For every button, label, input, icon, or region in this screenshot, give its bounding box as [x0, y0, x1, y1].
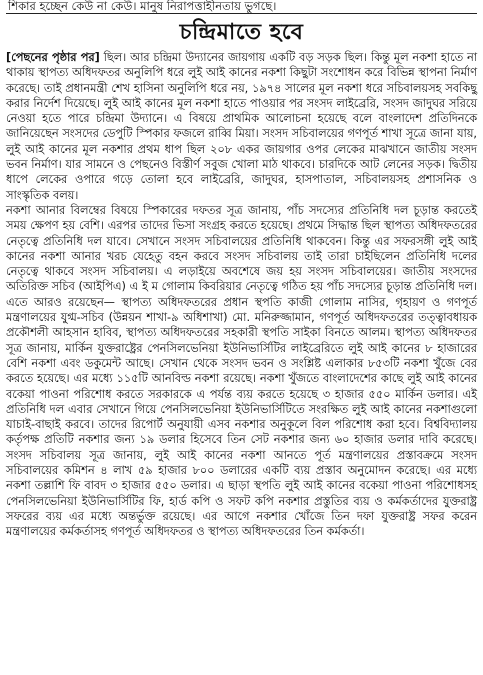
article-headline: চন্দ্রিমাতে হবে	[179, 20, 304, 45]
article-paragraph-1	[6, 50, 477, 203]
article-paragraph-2: নকশা আনার বিলম্বের বিষয়ে স্পিকারের দফতর সূত্র জানায়, পাঁচ সদস্যের প্রতিনিধি দল চূড়ান্ত করতেই সময় ক্ষেপণ হয় বেশি। এরপর তাদের ভিসা সংগ্রহ করতে হয়েছে। প্রথমে সিদ্ধান্ত ছিল স্থাপত্য অধিদফতরের নেতৃত্বে প্রতিনিধি দল যাবে। সেখানে সংসদ সচিবালয়ের প্রতিনিধি থাকবেন। কিন্তু এর সফরসঙ্গী লুই আই কানের নকশা আনার খরচ যেহেতু বহন করবে সংসদ সচিবালয় তাই তারা চাইছিলেন প্রতিনিধি দলের নেতৃত্বে থাকবে সংসদ সচিবালয়। এ লড়াইয়ে অবশেষে জয় হয় সংসদ সচিবালয়ের। জাতীয় সংসদের অতিরিক্ত সচিব (আইপিএ) এ ই ম গোলাম কিবরিয়ার নেতৃত্বে গঠিত হয় পাঁচ সদস্যের চূড়ান্ত প্রতিনিধি দল। এতে আরও রয়েছেন— স্থাপত্য অধিদফতরের প্রধান স্থপতি কাজী গোলাম নাসির, গৃহায়ণ ও গণপূর্ত মন্ত্রণালয়ের যুগ্ম-সচিব (উন্নয়ন শাখা-৯ অধিশাখা) মো. মনিরুজ্জামান, গণপূর্ত অধিদফতরের তত্ত্বাবধায়ক প্রকৌশলী আহসান হাবিব, স্থাপত্য অধিদফতরের সহকারী স্থপতি সাইকা বিনতে আলম। স্থাপত্য অধিদফতর সূত্র জানায়, মার্কিন যুক্তরাষ্ট্রের পেনসিলভেনিয়া ইউনিভার্সিটির লাইব্রেরিতে লুই আই কানের ৮ হাজারের বেশি নকশা এবং ডকুমেন্ট আছে। সেখান থেকে সংসদ ভবন ও সংশ্লিষ্ট এলাকার ৮৫৩টি নকশা খুঁজে বের করতে হয়েছে। এর মধ্যে ১১৫টি আনবিল্ড নকশা রয়েছে। নকশা খুঁজতে বাংলাদেশের কাছে লুই আই কানের বকেয়া পাওনা পরিশোধ করতে সরকারকে এ পর্যন্ত ব্যয় করতে হয়েছে ৩ হাজার ৫৫০ মার্কিন ডলার। এই প্রতিনিধি দল এবার সেখানে গিয়ে পেনসিলভেনিয়া ইউনিভার্সিটিতে সংরক্ষিত লুই আই কানের নকশাগুলো যাচাই-বাছাই করবে। তাদের রিপোর্ট অনুযায়ী এসব নকশার অনুকূলে বিল পরিশোধ করা হবে। বিশ্ববিদ্যালয় কর্তৃপক্ষ প্রতিটি নকশার জন্য ১৯ ডলার হিসেবে তিন সেট নকশার জন্য ৬০ হাজার ডলার দাবি করেছে। সংসদ সচিবালয় সূত্র জানায়, লুই আই কানের নকশা আনতে পূর্ত মন্ত্রণালয়ের প্রস্তাবক্রমে সংসদ সচিবালয়ের কমিশন ৪ লাখ ৫৯ হাজার ৮০০ ডলারের একটি ব্যয় প্রস্তাব অনুমোদন করেছে। এর মধ্যে নকশা তল্লাশি ফি বাবদ ৩ হাজার ৫৫০ ডলার। এ ছাড়া স্থপতি লুই আই কানের বকেয়া পাওনা পরিশোধসহ পেনসিলভেনিয়া ইউনিভার্সিটির ফি, হার্ড কপি ও সফট কপি নকশার প্রস্তুতির ব্যয় ও কর্মকর্তাদের যুক্তরাষ্ট্র সফরের ব্যয় এর মধ্যে অন্তর্ভুক্ত রয়েছে। এর আগে নকশার খোঁজে তিন দফা যুক্তরাষ্ট্র সফর করেন মন্ত্রণালয়ের কর্মকর্তাসহ গণপূর্ত অধিদফতর ও স্থাপত্য অধিদফতরের তিন কর্মকর্তা।	[6, 203, 477, 539]
continued-from-back-page-tag: [পেছনের পৃষ্ঠার পর]	[6, 51, 100, 64]
article-body	[6, 50, 477, 540]
previous-article-fragment: শিকার হচ্ছেন কেউ না কেউ। মানুষ নিরাপত্তাহীনতায় ভুগছে।	[6, 0, 477, 14]
paragraph-1-text: ছিল। আর চন্দ্রিমা উদ্যানের জায়গায় একটি বড় সড়ক ছিল। কিন্তু মূল নকশা হাতে না থাকায় স্থাপত্য অধিদফতর অনুলিপি ধরে লুই আই কানের নকশা কিছুটা সংশোধন করে বিভিন্ন স্থাপনা নির্মাণ করেছে। তাই প্রধানমন্ত্রী শেখ হাসিনা অনুলিপি ধরে নয়, ১৯৭৪ সালের মূল নকশা ধরে সচিবালয়সহ সবকিছু করার নির্দেশ দিয়েছে। লুই আই কানের মূল নকশা হাতে পাওয়ার পর সংসদ লাইব্রেরি, সংসদ জাদুঘর সরিয়ে নেওয়া হতে পারে চন্দ্রিমা উদ্যানে। এ বিষয়ে প্রাথমিক আলোচনা হয়েছে বলে বাংলাদেশ প্রতিদিনকে জানিয়েছেন সংসদের ডেপুটি স্পিকার ফজলে রাব্বি মিয়া। সংসদ সচিবালয়ের গণপূর্ত শাখা সূত্রে জানা যায়, লুই আই কানের মূল নকশার প্রথম ধাপ ছিল ২০৮ একর জায়গার ওপর লেকের মাঝখানে জাতীয় সংসদ ভবন নির্মাণ। যার সামনে ও পেছনেও বিস্তীর্ণ সবুজ খোলা মাঠ থাকবে। চারদিকে আট লেনের সড়ক। দ্বিতীয় ধাপে লেকের ওপারে গড়ে তোলা হবে লাইব্রেরি, জাদুঘর, হাসপাতাল, সচিবালয়সহ প্রশাসনিক ও সাংস্কৃতিক বলয়।	[6, 51, 478, 202]
